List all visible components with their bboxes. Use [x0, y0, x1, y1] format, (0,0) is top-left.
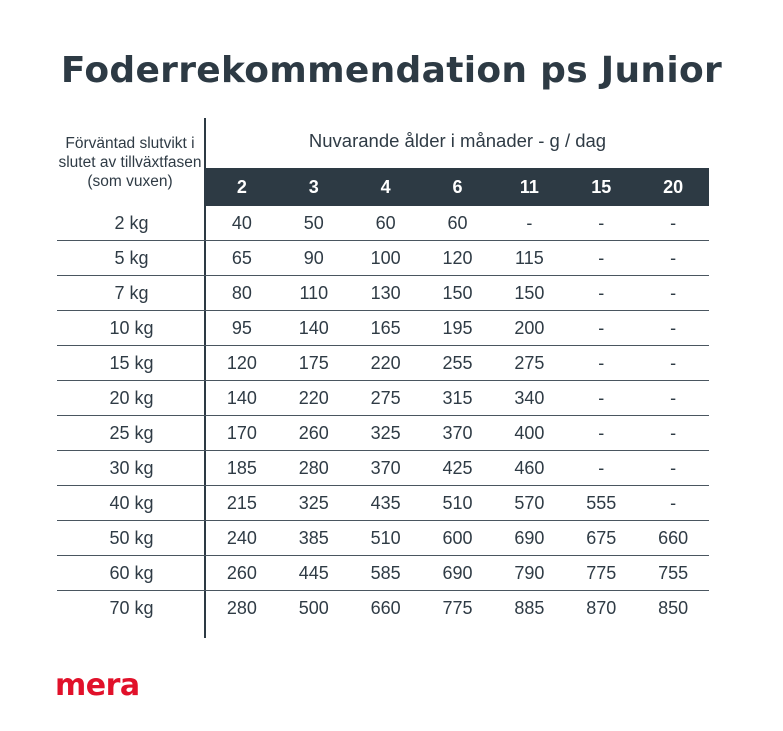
table-row — [57, 206, 709, 241]
table-cell: 775 — [442, 598, 473, 618]
table-cell: 80 — [231, 282, 252, 303]
table-cell: 140 — [298, 317, 329, 338]
row-cells — [206, 248, 709, 269]
table-cell: 40 — [231, 212, 252, 233]
row-cells — [206, 283, 709, 304]
table-cell: 110 — [299, 282, 329, 303]
table-row — [57, 346, 709, 381]
table-cell: 885 — [514, 598, 545, 618]
row-label: 30 kg — [109, 457, 154, 478]
table-cell: - — [670, 212, 677, 233]
column-header: 4 — [380, 176, 391, 197]
table-cell: 150 — [442, 282, 473, 303]
table-cell: 120 — [226, 352, 257, 373]
table-cell: 200 — [514, 317, 545, 338]
row-cells — [206, 493, 709, 514]
row-cells — [206, 423, 709, 444]
table-cell: 510 — [442, 492, 473, 513]
table-cell: 240 — [226, 527, 257, 548]
table-cell: 755 — [658, 562, 689, 583]
table-cell: 850 — [658, 598, 689, 618]
table-cell: 165 — [370, 317, 401, 338]
table-cell: 260 — [298, 422, 329, 443]
table-cell: 170 — [226, 422, 257, 443]
table-cell: 220 — [370, 352, 401, 373]
row-label: 60 kg — [109, 562, 154, 583]
table-cell: 195 — [442, 317, 473, 338]
table-row — [57, 521, 709, 556]
table-cell: 115 — [515, 247, 544, 268]
table-cell: - — [598, 212, 605, 233]
table-row — [57, 556, 709, 591]
row-cells — [206, 388, 709, 409]
table-cell: 570 — [514, 492, 545, 513]
table-cell: 400 — [514, 422, 545, 443]
table-cell: 260 — [226, 562, 257, 583]
row-label: 25 kg — [109, 422, 154, 443]
table-cell: 100 — [370, 247, 401, 268]
table-cell: 60 — [447, 212, 468, 233]
row-cells — [206, 458, 709, 479]
row-cells — [206, 353, 709, 374]
table-cell: 660 — [658, 527, 689, 548]
table-cell: 95 — [231, 317, 252, 338]
column-header: 20 — [663, 176, 684, 197]
table-cell: 370 — [442, 422, 473, 443]
table-cell: 175 — [298, 352, 329, 373]
table-cell: 325 — [298, 492, 329, 513]
table-cell: 790 — [514, 562, 545, 583]
table-cell: - — [670, 282, 677, 303]
row-cells — [206, 318, 709, 339]
table-cell: - — [526, 212, 533, 233]
page-title: Foderrekommendation ps Junior — [60, 50, 723, 91]
table-cell: - — [670, 457, 677, 478]
table-cell: 870 — [586, 598, 617, 618]
table-row — [57, 241, 709, 276]
table-row — [57, 591, 709, 626]
table-cell: 340 — [514, 387, 545, 408]
row-label: 40 kg — [109, 492, 154, 513]
table-cell: 425 — [442, 457, 473, 478]
table-cell: 130 — [370, 282, 401, 303]
table-cell: 775 — [586, 562, 617, 583]
table-cell: 445 — [298, 562, 329, 583]
row-label: 20 kg — [109, 387, 154, 408]
table-cell: 60 — [375, 212, 396, 233]
table-cell: - — [670, 317, 677, 338]
table-cell: - — [598, 457, 605, 478]
table-cell: 435 — [370, 492, 401, 513]
table-cell: 90 — [303, 247, 324, 268]
table-cell: 120 — [442, 247, 473, 268]
table-cell: 280 — [298, 457, 329, 478]
column-header: 11 — [519, 176, 539, 197]
row-label: 70 kg — [109, 598, 154, 618]
table-cell: 585 — [370, 562, 401, 583]
table-cell: 600 — [442, 527, 473, 548]
row-header-label — [57, 118, 203, 206]
table-row — [57, 416, 709, 451]
column-header-bar — [206, 168, 709, 206]
table-cell: 220 — [298, 387, 329, 408]
row-cells — [206, 213, 709, 234]
table-cell: 140 — [226, 387, 257, 408]
table-cell: - — [670, 422, 677, 443]
row-label: 7 kg — [114, 282, 149, 303]
table-cell: 325 — [370, 422, 401, 443]
table-cell: 255 — [442, 352, 473, 373]
table-cell: - — [598, 352, 605, 373]
table-row — [57, 311, 709, 346]
row-label: 50 kg — [109, 527, 154, 548]
table-body — [57, 206, 709, 626]
table-cell: 50 — [303, 212, 324, 233]
table-cell: 65 — [231, 247, 252, 268]
column-header: 3 — [308, 176, 319, 197]
table-cell: 370 — [370, 457, 401, 478]
table-cell: 690 — [514, 527, 545, 548]
table-cell: 185 — [226, 457, 257, 478]
table-row — [57, 486, 709, 521]
row-header-label-text: Förväntad slutvikt i slutet av tillväxtfasen (som vuxen) — [58, 134, 202, 190]
table-cell: - — [598, 317, 605, 338]
table-cell: 275 — [514, 352, 545, 373]
table-cell: 150 — [514, 282, 545, 303]
table-cell: 675 — [586, 527, 617, 548]
table-cell: 500 — [298, 598, 329, 618]
row-label: 5 kg — [114, 247, 149, 268]
table-cell: - — [670, 352, 677, 373]
column-group-title: Nuvarande ålder i månader - g / dag — [308, 130, 607, 151]
table-cell: 460 — [514, 457, 545, 478]
row-label: 2 kg — [114, 212, 149, 233]
column-header: 6 — [452, 176, 463, 197]
table-cell: - — [670, 247, 677, 268]
table-cell: - — [598, 387, 605, 408]
row-label: 15 kg — [109, 352, 154, 373]
table-cell: - — [598, 247, 605, 268]
row-cells — [206, 528, 709, 549]
row-cells — [206, 598, 709, 619]
table-row — [57, 276, 709, 311]
table-row — [57, 381, 709, 416]
table-cell: - — [598, 422, 605, 443]
table-cell: 660 — [370, 598, 401, 618]
table-cell: - — [598, 282, 605, 303]
table-cell: 510 — [370, 527, 401, 548]
table-cell: 275 — [370, 387, 401, 408]
table-cell: 215 — [226, 492, 257, 513]
row-label: 10 kg — [109, 317, 154, 338]
table-cell: - — [670, 387, 677, 408]
table-cell: - — [670, 492, 677, 513]
column-header: 2 — [236, 176, 247, 197]
table-row — [57, 451, 709, 486]
row-cells — [206, 563, 709, 584]
table-cell: 315 — [442, 387, 473, 408]
mera-logo: mera — [55, 668, 140, 703]
table-cell: 385 — [298, 527, 329, 548]
column-header: 15 — [591, 176, 612, 197]
table-cell: 555 — [586, 492, 617, 513]
table-cell: 690 — [442, 562, 473, 583]
table-cell: 280 — [226, 598, 257, 618]
